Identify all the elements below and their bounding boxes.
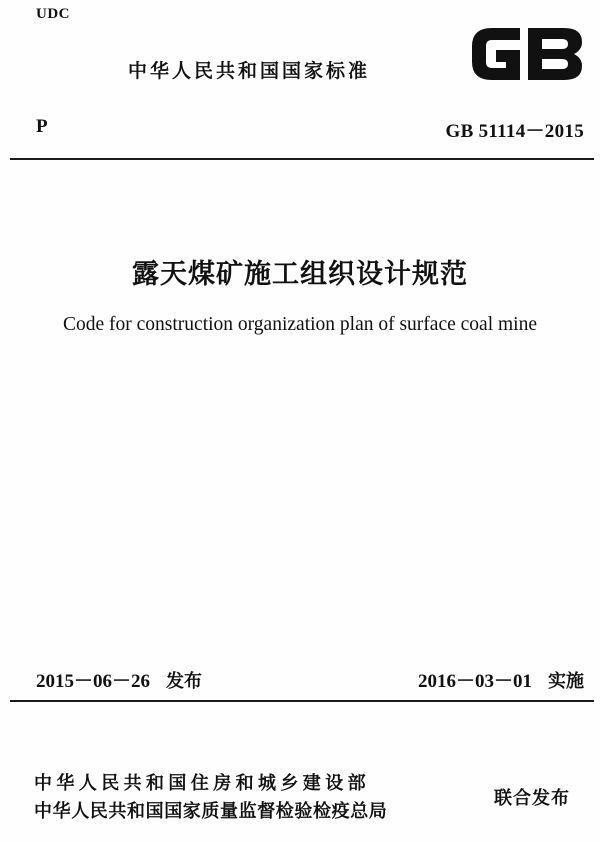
implementation-date-block bbox=[418, 666, 584, 693]
bottom-divider bbox=[10, 700, 594, 702]
issuing-authorities bbox=[34, 770, 387, 826]
implementation-date: 2016－03－01 bbox=[417, 671, 532, 692]
gb-logo bbox=[468, 24, 586, 84]
top-divider bbox=[10, 158, 594, 160]
issue-date-block bbox=[36, 666, 202, 693]
joint-release-label: 联合发布 bbox=[494, 788, 570, 809]
title-chinese: 露天煤矿施工组织设计规范 bbox=[132, 259, 468, 290]
udc-label: UDC bbox=[36, 6, 70, 22]
issuer-ministry-housing: 中华人民共和国住房和城乡建设部 bbox=[34, 773, 370, 794]
title-english: Code for construction organization plan of surface coal mine bbox=[63, 314, 537, 335]
standard-number: GB 51114－2015 bbox=[445, 121, 584, 142]
issuer-aqsiq: 中华人民共和国国家质量监督检验检疫总局 bbox=[34, 801, 388, 822]
classification-code: P bbox=[36, 116, 48, 137]
national-standard-heading: 中华人民共和国国家标准 bbox=[128, 60, 371, 82]
issue-label: 发布 bbox=[166, 671, 203, 692]
issue-date: 2015－06－26 bbox=[36, 671, 151, 692]
implementation-label: 实施 bbox=[548, 671, 584, 692]
